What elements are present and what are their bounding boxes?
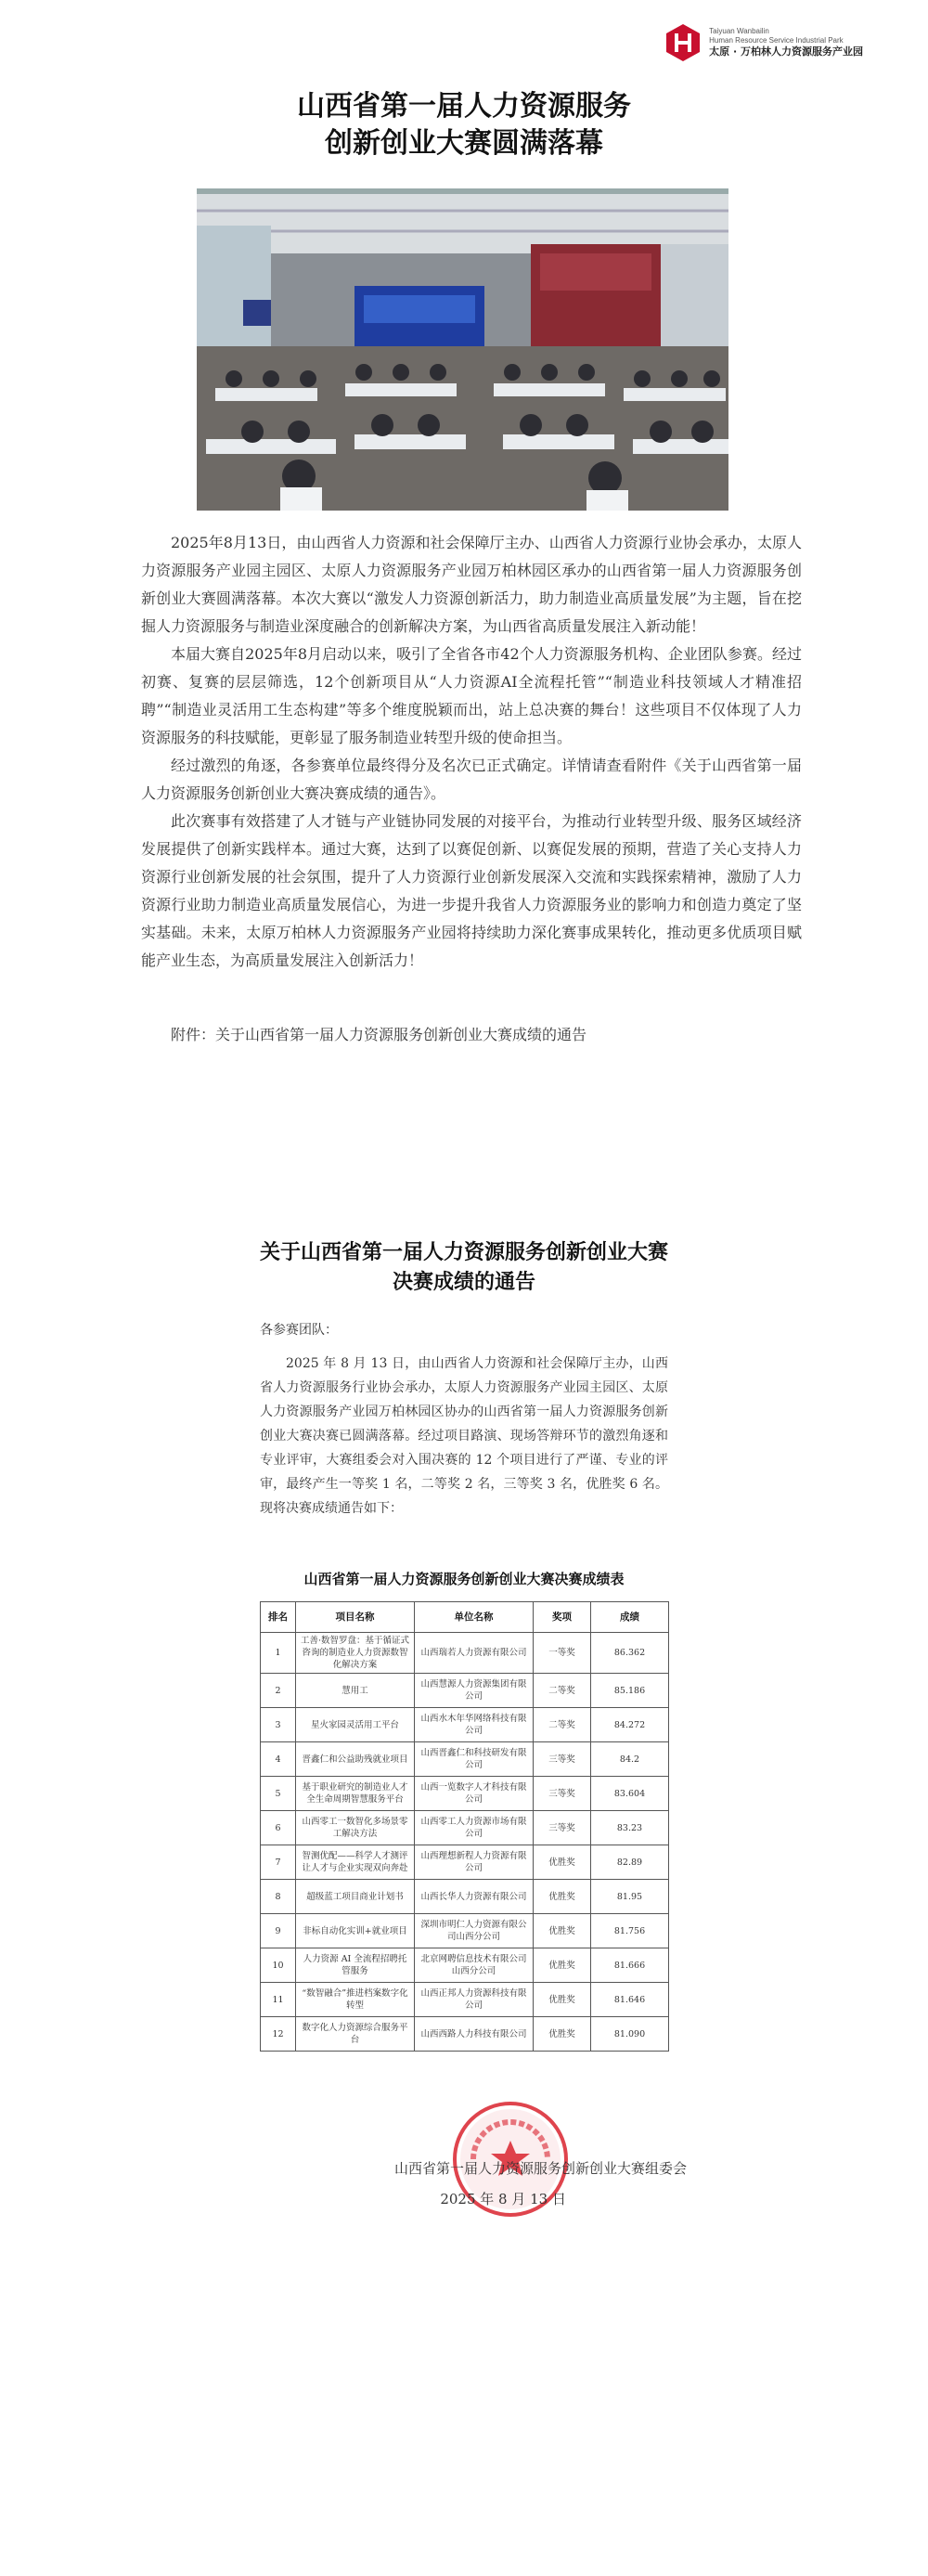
cell-award: 三等奖: [534, 1742, 591, 1777]
cell-company: 山西瑞若人力资源有限公司: [415, 1633, 534, 1674]
notice-greeting: 各参赛团队：: [260, 1323, 338, 1338]
cell-score: 82.89: [591, 1845, 669, 1880]
cell-rank: 11: [261, 1983, 296, 2017]
table-row: [261, 1674, 669, 1708]
cell-score: 81.666: [591, 1948, 669, 1983]
cell-rank: 5: [261, 1777, 296, 1811]
table-row: [261, 1948, 669, 1983]
cell-rank: 7: [261, 1845, 296, 1880]
cell-rank: 6: [261, 1811, 296, 1845]
notice-body: [260, 1318, 668, 1521]
cell-company: 山西慧源人力资源集团有限公司: [415, 1674, 534, 1708]
table-row: [261, 1983, 669, 2017]
results-table-title: 山西省第一届人力资源服务创新创业大赛决赛成绩表: [303, 1571, 625, 1587]
cell-score: 84.2: [591, 1742, 669, 1777]
cell-score: 85.186: [591, 1674, 669, 1708]
notice-title-line1: 关于山西省第一届人力资源服务创新创业大赛: [259, 1240, 668, 1264]
table-row: [261, 1811, 669, 1845]
table-row: [261, 1742, 669, 1777]
event-photo: [197, 188, 728, 511]
cell-project: 超级蓝工项目商业计划书: [296, 1880, 415, 1914]
header-award: 奖项: [534, 1602, 591, 1633]
cell-company: 山西西路人力科技有限公司: [415, 2017, 534, 2052]
cell-project: “数智融合”推进档案数字化转型: [296, 1983, 415, 2017]
article-paragraph: 本届大赛自2025年8月启动以来，吸引了全省各市42个人力资源服务机构、企业团队参赛。经过初赛、复赛的层层筛选，12个创新项目从“人力资源AI全流程托管”“制造业科技领域人才精准招聘”“制造业灵活用工生态构建”等多个维度脱颖而出，站上总决赛的舞台！这些项目不仅体现了人力资源服务的科技赋能，更彰显了服务制造业转型升级的使命担当。: [141, 645, 802, 746]
notice-title-line2: 决赛成绩的通告: [392, 1270, 535, 1294]
cell-project: 智测优配——科学人才测评让人才与企业实现双向奔赴: [296, 1845, 415, 1880]
table-row: [261, 1708, 669, 1742]
cell-rank: 12: [261, 2017, 296, 2052]
cell-award: 优胜奖: [534, 1948, 591, 1983]
results-table: [260, 1601, 669, 2052]
header-project: 项目名称: [296, 1602, 415, 1633]
cell-award: 一等奖: [534, 1633, 591, 1674]
cell-score: 81.090: [591, 2017, 669, 2052]
notice-signer: 山西省第一届人力资源服务创新创业大赛组委会: [393, 2160, 687, 2177]
cell-rank: 2: [261, 1674, 296, 1708]
cell-score: 86.362: [591, 1633, 669, 1674]
table-row: [261, 1777, 669, 1811]
cell-score: 81.756: [591, 1914, 669, 1948]
cell-rank: 1: [261, 1633, 296, 1674]
cell-rank: 9: [261, 1914, 296, 1948]
cell-award: 优胜奖: [534, 1914, 591, 1948]
cell-company: 山西晋鑫仁和科技研发有限公司: [415, 1742, 534, 1777]
cell-score: 84.272: [591, 1708, 669, 1742]
cell-award: 二等奖: [534, 1674, 591, 1708]
cell-company: 山西正邦人力资源科技有限公司: [415, 1983, 534, 2017]
cell-project: 工善·数智罗盘：基于循证式咨询的制造业人力资源数智化解决方案: [296, 1633, 415, 1674]
cell-award: 优胜奖: [534, 2017, 591, 2052]
cell-rank: 4: [261, 1742, 296, 1777]
cell-company: 山西长华人力资源有限公司: [415, 1880, 534, 1914]
cell-rank: 10: [261, 1948, 296, 1983]
article-title: [0, 88, 928, 162]
notice-title: [0, 1237, 928, 1297]
cell-project: 晋鑫仁和公益助残就业项目: [296, 1742, 415, 1777]
header-rank: 排名: [261, 1602, 296, 1633]
notice-paragraph: 2025 年 8 月 13 日，由山西省人力资源和社会保障厅主办，山西省人力资源服务行业协会承办，太原人力资源服务产业园主园区、太原人力资源服务产业园万柏林园区协办的山西省第一届人力资源服务创新创业大赛决赛已圆满落幕。经过项目路演、现场答辩环节的激烈角逐和专业评审，大赛组委会对入围决赛的 12 个项目进行了严谨、专业的评审，最终产生一等奖 1 名，二等奖 2 名，三等奖 3 名，优胜奖 6 名。现将决赛成绩通告如下：: [260, 1356, 668, 1516]
cell-award: 优胜奖: [534, 1845, 591, 1880]
cell-score: 81.95: [591, 1880, 669, 1914]
table-row: [261, 2017, 669, 2052]
cell-project: 基于职业研究的制造业人才全生命周期智慧服务平台: [296, 1777, 415, 1811]
cell-award: 优胜奖: [534, 1880, 591, 1914]
cell-project: 慧用工: [296, 1674, 415, 1708]
logo-english-line1: Taiyuan Wanbailin: [709, 27, 769, 36]
article-paragraph: 经过激烈的角逐，各参赛单位最终得分及名次已正式确定。详情请查看附件《关于山西省第一届人力资源服务创新创业大赛决赛成绩的通告》。: [141, 757, 802, 802]
cell-score: 83.604: [591, 1777, 669, 1811]
notice-date: 2025 年 8 月 13 日: [440, 2191, 566, 2207]
table-row: [261, 1880, 669, 1914]
article-title-line1: 山西省第一届人力资源服务: [297, 90, 631, 123]
cell-rank: 8: [261, 1880, 296, 1914]
article-paragraph: 2025年8月13日，由山西省人力资源和社会保障厅主办、山西省人力资源行业协会承办，太原人力资源服务产业园主园区、太原人力资源服务产业园万柏林园区承办的山西省第一届人力资源服务创新创业大赛圆满落幕。本次大赛以“激发人力资源创新活力，助力制造业高质量发展”为主题，旨在挖掘人力资源服务与制造业深度融合的创新解决方案，为山西省高质量发展注入新动能！: [141, 534, 802, 635]
park-logo: [664, 22, 863, 63]
cell-score: 83.23: [591, 1811, 669, 1845]
table-row: [261, 1914, 669, 1948]
logo-chinese-name: 太原 · 万柏林人力资源服务产业园: [709, 45, 863, 58]
table-header-row: [261, 1602, 669, 1633]
cell-company: 山西一览数字人才科技有限公司: [415, 1777, 534, 1811]
cell-rank: 3: [261, 1708, 296, 1742]
logo-english-line2: Human Resource Service Industrial Park: [709, 36, 844, 45]
park-logo-icon: [664, 22, 702, 63]
cell-company: 山西零工人力资源市场有限公司: [415, 1811, 534, 1845]
cell-award: 优胜奖: [534, 1983, 591, 2017]
cell-company: 山西理想新程人力资源有限公司: [415, 1845, 534, 1880]
cell-project: 山西零工一数智化多场景零工解决方法: [296, 1811, 415, 1845]
cell-company: 深圳市明仁人力资源有限公司山西分公司: [415, 1914, 534, 1948]
cell-project: 非标自动化实训+就业项目: [296, 1914, 415, 1948]
header-score: 成绩: [591, 1602, 669, 1633]
cell-company: 山西水木年华网络科技有限公司: [415, 1708, 534, 1742]
article-body: [141, 529, 802, 975]
table-row: [261, 1845, 669, 1880]
cell-project: 人力资源 AI 全流程招聘托管服务: [296, 1948, 415, 1983]
header-company: 单位名称: [415, 1602, 534, 1633]
cell-company: 北京网聘信息技术有限公司山西分公司: [415, 1948, 534, 1983]
cell-award: 二等奖: [534, 1708, 591, 1742]
cell-project: 星火家园灵活用工平台: [296, 1708, 415, 1742]
cell-score: 81.646: [591, 1983, 669, 2017]
article-title-line2: 创新创业大赛圆满落幕: [325, 127, 603, 160]
cell-award: 三等奖: [534, 1777, 591, 1811]
attachment-note: 附件：关于山西省第一届人力资源服务创新创业大赛成绩的通告: [171, 1026, 587, 1043]
article-paragraph: 此次赛事有效搭建了人才链与产业链协同发展的对接平台，为推动行业转型升级、服务区域经济发展提供了创新实践样本。通过大赛，达到了以赛促创新、以赛促发展的预期，营造了关心支持人力资源行业创新发展的社会氛围，提升了人力资源行业创新发展深入交流和实践探索精神，激励了人力资源行业助力制造业高质量发展信心，为进一步提升我省人力资源服务业的影响力和创造力奠定了坚实基础。未来，太原万柏林人力资源服务产业园将持续助力深化赛事成果转化，推动更多优质项目赋能产业生态，为高质量发展注入创新活力！: [141, 812, 802, 969]
table-row: [261, 1633, 669, 1674]
cell-project: 数字化人力资源综合服务平台: [296, 2017, 415, 2052]
cell-award: 三等奖: [534, 1811, 591, 1845]
